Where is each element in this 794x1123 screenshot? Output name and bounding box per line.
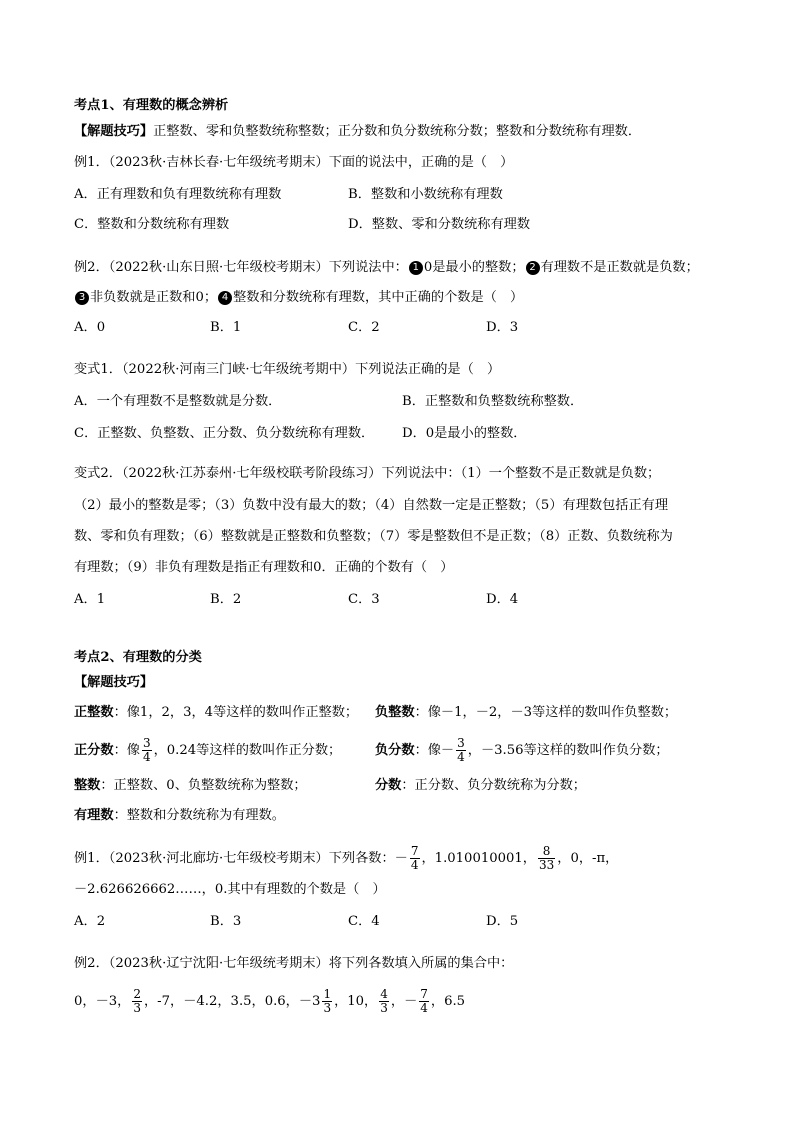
option-a: A．正有理数和负有理数统称有理数 — [74, 187, 282, 202]
denominator: 4 — [410, 858, 419, 872]
tip-body: 正整数、零和负整数统称整数；正分数和负分数统称分数；整数和分数统称有理数． — [153, 124, 642, 139]
option-a: A．2 — [74, 914, 106, 929]
circled-number-2: 2 — [526, 261, 540, 275]
statement-2: 有理数不是正数就是负数； — [540, 260, 699, 275]
term: 分数 — [375, 778, 402, 793]
denominator: 33 — [538, 858, 555, 872]
option-a: A．1 — [74, 592, 106, 607]
example-2-stem-cont — [74, 288, 523, 308]
option-b: B．正整数和负整数统称整数． — [402, 394, 584, 409]
numerator: 3 — [142, 736, 151, 750]
option-c: C．整数和分数统称有理数 — [74, 217, 230, 232]
variant-2-line-4: 有理数；（9）非负有理数是指正有理数和0．正确的个数有（ ） — [74, 560, 454, 575]
stem-text: ，1.010010001， — [421, 851, 536, 866]
option-d: D．0是最小的整数． — [402, 426, 527, 441]
option-b: B．整数和小数统称有理数 — [348, 187, 503, 202]
option-c: C．2 — [348, 320, 380, 335]
definition: ：正分数、负分数统称为分数； — [401, 778, 586, 793]
option-d: D．5 — [486, 914, 519, 929]
option-b: B．1 — [210, 320, 242, 335]
term: 正整数 — [74, 705, 114, 720]
numerator: 7 — [410, 844, 419, 858]
statement-3: 非负数就是正数和0； — [90, 290, 218, 305]
s2-example-2-stem: 例2．（2023秋·辽宁沈阳·七年级统考期末）将下列各数填入所属的集合中： — [74, 956, 514, 971]
variant-2-line-1: 变式2．（2022秋·江苏泰州·七年级校联考阶段练习）下列说法中：（1）一个整数不是正数就是负数； — [74, 466, 661, 481]
section-2-title: 考点2、有理数的分类 — [74, 650, 202, 665]
positive-integer-def — [74, 703, 358, 723]
option-b: B．3 — [210, 914, 242, 929]
number-list: 0，－3， — [74, 994, 131, 1009]
positive-fraction-def — [74, 737, 341, 764]
example-2-intro: 例2．（2022秋·山东日照·七年级校考期末）下列说法中： — [74, 260, 408, 275]
s2-example-1-stem-cont — [74, 880, 386, 900]
option-c: C．4 — [348, 914, 380, 929]
definition-part: ，－3.56等这样的数叫作负分数； — [467, 743, 669, 758]
numerator: 1 — [323, 987, 332, 1001]
term: 负整数 — [375, 705, 415, 720]
number-list: ，6.5 — [430, 994, 466, 1009]
fraction — [456, 737, 466, 764]
option-b: B．2 — [210, 592, 242, 607]
fraction — [322, 988, 332, 1015]
tip-heading: 【解题技巧】 — [74, 124, 154, 139]
s2-example-1-stem — [74, 845, 618, 872]
s2-example-2-numbers — [74, 988, 465, 1015]
stem-text: 其中有理数的个数是（ ） — [227, 882, 386, 897]
example-2-stem — [74, 258, 699, 278]
fraction-def — [375, 776, 586, 796]
circled-number-3: 3 — [75, 291, 89, 305]
denominator: 4 — [457, 750, 465, 764]
definition: ：像－1，－2，－3等这样的数叫作负整数； — [414, 705, 678, 720]
variant-1-stem: 变式1．（2022秋·河南三门峡·七年级统考期中）下列说法正确的是（ ） — [74, 362, 501, 377]
numerator: 3 — [457, 736, 465, 750]
fraction — [419, 988, 429, 1015]
number-list: ，10， — [334, 994, 378, 1009]
term: 有理数 — [74, 808, 114, 823]
definition-part: ：像－ — [414, 743, 455, 758]
definition: ：正整数、0、负整数统称为整数； — [100, 778, 307, 793]
option-a: A．0 — [74, 320, 106, 335]
denominator: 3 — [380, 1001, 388, 1015]
section-1-title: 考点1、有理数的概念辨析 — [74, 98, 229, 113]
statement-4: 整数和分数统称有理数，其中正确的个数是（ ） — [233, 290, 524, 305]
denominator: 4 — [142, 750, 151, 764]
variant-2-line-2: （2）最小的整数是零；（3）负数中没有最大的数；（4）自然数一定是正整数；（5）有理数包括正有理 — [74, 498, 669, 513]
option-c: C．正整数、负整数、正分数、负分数统称有理数． — [74, 426, 375, 441]
numerator: 7 — [420, 987, 428, 1001]
definition: ：整数和分数统称为有理数。 — [113, 808, 285, 823]
negative-integer-def — [375, 703, 677, 723]
option-c: C．3 — [348, 592, 380, 607]
numerator: 8 — [538, 845, 555, 859]
term: 整数 — [74, 778, 101, 793]
stem-text: －2.626626662……，0. — [74, 882, 228, 897]
option-a: A．一个有理数不是整数就是分数． — [74, 394, 282, 409]
definition: ：像1，2，3，4等这样的数叫作正整数； — [113, 705, 359, 720]
term: 正分数 — [74, 743, 114, 758]
number-list: ，－ — [390, 994, 418, 1009]
section-1-tip — [74, 122, 641, 142]
denominator: 3 — [133, 1001, 141, 1015]
stem-text: ，0，-π， — [557, 851, 619, 866]
option-d: D．3 — [486, 320, 519, 335]
fraction — [132, 988, 142, 1015]
number-list: ，-7，－4.2，3.5，0.6，－3 — [143, 994, 321, 1009]
denominator: 3 — [323, 1001, 332, 1015]
fraction — [410, 845, 420, 872]
definition-part: ：像 — [113, 743, 140, 758]
stem-text: 例1．（2023秋·河北廊坊·七年级校考期末）下列各数：－ — [74, 851, 408, 866]
circled-number-1: 1 — [409, 261, 423, 275]
option-d: D．整数、零和分数统称有理数 — [348, 217, 531, 232]
integer-def — [74, 776, 307, 796]
example-1-stem: 例1．（2023秋·吉林长春·七年级统考期末）下面的说法中，正确的是（ ） — [74, 155, 514, 170]
fraction — [379, 988, 389, 1015]
section-2-tip-heading: 【解题技巧】 — [74, 675, 154, 690]
rational-def — [74, 806, 285, 826]
variant-2-line-3: 数、零和负有理数；（6）整数就是正整数和负整数；（7）零是整数但不是正数；（8）正数、负数统称为 — [74, 529, 673, 544]
fraction — [538, 845, 555, 872]
term: 负分数 — [375, 743, 415, 758]
negative-fraction-def — [375, 737, 669, 764]
statement-1: 0是最小的整数； — [423, 260, 525, 275]
option-d: D．4 — [486, 592, 519, 607]
numerator: 4 — [380, 987, 388, 1001]
numerator: 2 — [133, 987, 141, 1001]
definition-part: ，0.24等这样的数叫作正分数； — [153, 743, 342, 758]
denominator: 4 — [420, 1001, 428, 1015]
fraction — [142, 737, 152, 764]
circled-number-4: 4 — [218, 291, 232, 305]
